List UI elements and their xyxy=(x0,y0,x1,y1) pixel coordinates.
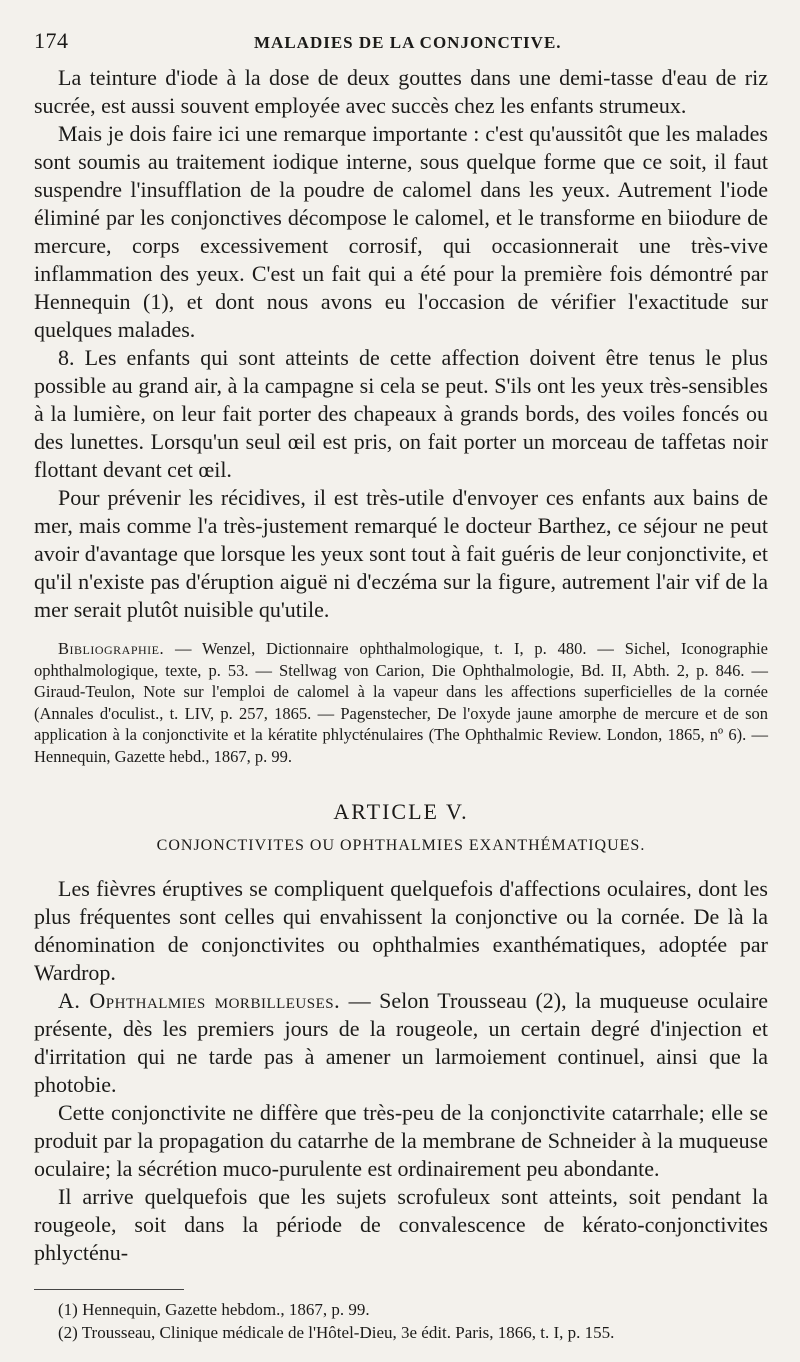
bibliography-label: Bibliographie. xyxy=(58,639,165,658)
paragraph: Pour prévenir les récidives, il est très-utile d'envoyer ces enfants aux bains de mer, mais comme l'a très-justement remarqué le docteur Barthez, ce séjour ne peut avoir d'avantage que lorsque les yeux sont tout à fait guéris de leur conjonctivite, et qu'il n'existe pas d'éruption aiguë ni d'eczéma sur la figure, autrement l'air vif de la mer serait plutôt nuisible qu'utile. xyxy=(34,485,769,622)
paragraph: La teinture d'iode à la dose de deux gouttes dans une demi-tasse d'eau de riz sucrée, est aussi souvent employée avec succès chez les enfants strumeux. xyxy=(34,65,768,118)
article-title: ARTICLE V. xyxy=(333,799,469,824)
footnote: (2) Trousseau, Clinique médicale de l'Hôtel-Dieu, 3e édit. Paris, 1866, t. I, p. 155. xyxy=(58,1323,615,1342)
footnotes xyxy=(34,1298,768,1344)
paragraph: 8. Les enfants qui sont atteints de cette affection doivent être tenus le plus possible au grand air, à la campagne si cela se peut. S'ils ont les yeux très-sensibles à la lumière, on leur fait porter des chapeaux à grands bords, des voiles foncés ou des lunettes. Lorsqu'un seul œil est pris, on fait porter un morceau de taffetas noir flottant devant cet œil. xyxy=(34,345,768,482)
section-a-label: A. Ophthalmies morbilleuses. xyxy=(58,988,341,1013)
bibliography-text: — Wenzel, Dictionnaire ophthalmologique, t. I, p. 480. — Sichel, Iconographie ophthalmologique, texte, p. 53. — Stellwag von Carion, Die Ophthalmologie, Bd. II, Abth. 2, p. 846. — Giraud-Teulon, Note sur l'emploi de calomel à la vapeur dans les affections superficielles de la cornée (Annales d'oculist., t. LIV, p. 257, 1865. — Pagenstecher, De l'oxyde jaune amorphe de mercure et de son application à la conjonctivite et la kératite phlycténulaires (The Ophthalmic Review. London, 1865, nº 6). — Hennequin, Gazette hebd., 1867, p. 99. xyxy=(34,639,768,766)
paragraph: Cette conjonctivite ne diffère que très-peu de la conjonctivite catarrhale; elle se produit par la propagation du catarrhe de la membrane de Schneider à la muqueuse oculaire; la sécrétion muco-purulente est ordinairement peu abondante. xyxy=(34,1100,768,1181)
page-number: 174 xyxy=(34,28,69,53)
paragraph: Les fièvres éruptives se compliquent quelquefois d'affections oculaires, dont les plus fréquentes sont celles qui envahissent la conjonctive ou la cornée. De là la dénomination de conjonctivites ou ophthalmies exanthématiques, adoptée par Wardrop. xyxy=(34,876,768,985)
footnote: (1) Hennequin, Gazette hebdom., 1867, p. 99. xyxy=(58,1300,370,1319)
section-a-paragraph xyxy=(34,987,768,1099)
paragraph: Mais je dois faire ici une remarque importante : c'est qu'aussitôt que les malades sont soumis au traitement iodique interne, sous quelque forme que ce soit, il faut suspendre l'insufflation de la poudre de calomel dans les yeux. Autrement l'iode éliminé par les conjonctives décompose le calomel, et le transforme en biiodure de mercure, corps excessivement corrosif, qui occasionnerait une très-vive inflammation des yeux. C'est un fait qui a été pour la première fois démontré par Hennequin (1), et dont nous avons eu l'occasion de vérifier l'exactitude sur quelques malades. xyxy=(34,121,768,342)
article-subtitle: CONJONCTIVITES OU OPHTHALMIES EXANTHÉMATIQUES. xyxy=(156,837,646,854)
main-text xyxy=(34,64,768,624)
bibliography xyxy=(34,638,768,767)
page-header xyxy=(34,28,768,54)
footnote-rule xyxy=(34,1289,184,1290)
article-text xyxy=(34,875,768,1267)
running-head: MALADIES DE LA CONJONCTIVE. xyxy=(254,33,562,52)
paragraph: Il arrive quelquefois que les sujets scrofuleux sont atteints, soit pendant la rougeole, soit dans la période de convalescence de kérato-conjonctivites phlycténu- xyxy=(34,1184,768,1265)
section-a-text: — Selon Trousseau (2), la muqueuse oculaire présente, dès les premiers jours de la rougeole, un certain degré d'injection et d'irritation qui ne tarde pas à amener un larmoiement continuel, ainsi que la photobie. xyxy=(34,988,768,1097)
